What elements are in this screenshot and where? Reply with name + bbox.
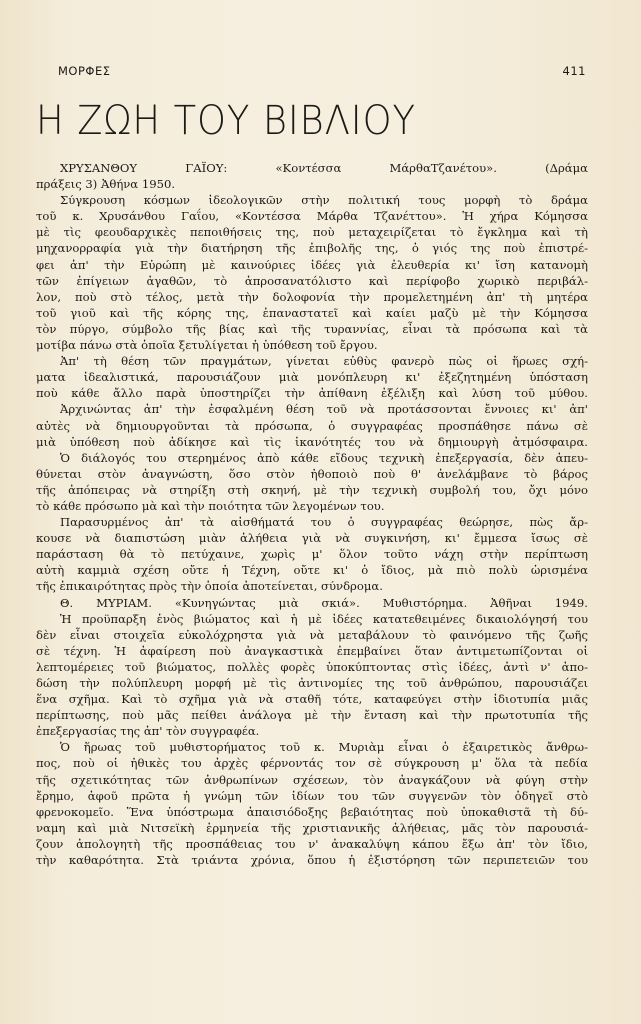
text-line: μοτίβα πάνω στὰ ὁποῖα ξετυλίγεται ἡ ὑπόθεση τοῦ ἔργου. <box>36 338 378 353</box>
text-line: αὐτὴ καμμιὰ σχέση οὔτε ἡ Τέχνη, οὔτε κι' ὁ ἴδιος, μὰ πιὸ πολὺ ὡρισμένα <box>36 563 588 578</box>
text-line: τοῦ γιοῦ καὶ τῆς κόρης της, ἐπαναστατεῖ καὶ καίει μαζὺ μὲ τὴν Κόμησσα <box>36 305 588 320</box>
text-line: σὲ τέχνη. Ἡ ἀφαίρεση ποὺ ἀναγκαστικὰ ἐπεμβαίνει ὅταν ἀντιμετωπίζονται οἱ <box>36 643 588 658</box>
journal-name: ΜΟΡΦΕΣ <box>58 64 111 78</box>
text-line: θύνεται στὸν ἀναγνώστη, ὅσο στὸν ἠθοποιὸ ποὺ θ' ἀνελάμβανε τὸ βάρος <box>36 466 588 481</box>
text-line: ναμη καὶ μιὰ Νιτσεϊκὴ ἑρμηνεία τῆς χριστιανικῆς ἀλήθειας, μᾶς τὸν παρουσιά- <box>36 820 588 835</box>
text-line: λεπτομέρειες τοῦ βιώματος, πολλὲς φορὲς ὑποκύπτοντας στὶς ἰδέες, ἀντὶ ν' ἀπο- <box>36 659 588 674</box>
text-line: πράξεις 3) Ἀθήνα 1950. <box>36 177 176 192</box>
text-line: μὲ τὶς φεουδαρχικὲς πεποιθήσεις της, ποὺ μεταχειρίζεται τὸ ἔγκλημα καὶ τὴ <box>36 225 588 240</box>
text-line: τὸ κάθε πρόσωπο μὰ καὶ τὴν ποιότητα τῶν λεγομένων του. <box>36 498 385 513</box>
text-line: Σύγκρουση κόσμων ἰδεολογικῶν στὴν πολιτική τους μορφὴ τὸ δράμα <box>60 193 588 208</box>
text-line: περίπτωσης, ποὺ μᾶς πείθει ἀνάλογα μὲ τὴν ἔνταση καὶ τὴν πρωτοτυπία τῆς <box>36 708 588 723</box>
text-line: ἔρημο, ἀφοῦ πρῶτα ἡ γνώμη τῶν ἰδίων του τῶν συγγενῶν τὸν ὁδηγεῖ στὸ <box>36 788 588 803</box>
text-line: μηχανορραφία γιὰ τὴν διατήρηση τῆς ἐπιβολῆς της, ὁ γιός της ποὺ ἐπιστρέ- <box>36 241 588 256</box>
text-line: Θ. ΜΥΡΙΑΜ. «Κυνηγώντας μιὰ σκιά». Μυθιστόρημα. Ἀθῆναι 1949. <box>60 595 588 610</box>
text-line: ΧΡΥΣΑΝΘΟΥ ΓΑΪΟΥ: «Κοντέσσα ΜάρθαΤζανέτου». (Δράμα <box>60 161 588 175</box>
text-line: Ὁ διάλογός του στερημένος ἀπὸ κάθε εἴδους τεχνικὴ ἐπεξεργασία, δὲν ἀπευ- <box>60 450 588 465</box>
text-line: Ἀρχινώντας ἀπ' τὴν ἐσφαλμένη θέση τοῦ νὰ προτάσσονται ἔννοιες κι' ἀπ' <box>60 402 588 417</box>
page-number: 411 <box>562 64 586 78</box>
section-title: Η ΖΩΗ ΤΟΥ ΒΙΒΛΙΟΥ <box>36 98 416 144</box>
text-line: τῆς ἐπικαιρότητας πρὸς τὴν ὁποία ἀποτείνεται, σύνδρομα. <box>36 579 383 594</box>
text-line: δὲν εἶναι στοιχεῖα εὐκολόχρηστα γιὰ νὰ μεταβάλουν τὸ φαινόμενο τῆς ζωῆς <box>36 627 588 642</box>
review-body <box>36 160 588 868</box>
text-line: λον, ποὺ στὸ τέλος, μετὰ τὴν δολοφονία τὴν προμελετημένη ἀπ' τὴ μητέρα <box>36 289 588 304</box>
text-line: ζουν ἀπολογητὴ τῆς προσπάθειας του ν' ἀνακαλύψη κάπου ἔξω ἀπ' τὸν ἴδιο, <box>36 836 588 851</box>
text-line: Ὁ ἥρωας τοῦ μυθιστορήματος τοῦ κ. Μυριὰμ εἶναι ὁ ἐξαιρετικὸς ἄνθρω- <box>60 740 588 755</box>
running-head <box>58 64 586 78</box>
text-line: Παρασυρμένος ἀπ' τὰ αἰσθήματά του ὁ συγγραφέας θεώρησε, πὼς ἄρ- <box>60 515 588 530</box>
text-line: ποὺ κάθε ἄλλο παρὰ ὑποστηρίζει τὴν ἀπίθανη ἐξέλιξη καὶ λύση τοῦ μύθου. <box>36 386 588 401</box>
text-line: φρενοκομεῖο. Ἕνα ὑπόστρωμα ἀπαισιόδοξης βεβαιότητας ποὺ ὑποκαθιστᾶ τὴ δύ- <box>36 804 588 819</box>
text-line: τὸν πύργο, σύμβολο τῆς βίας καὶ τῆς τυραννίας, εἶναι τὰ πρόσωπα καὶ τὰ <box>36 321 588 336</box>
text-line: ματα ἰδεαλιστικά, παρουσιάζουν μιὰ μονόπλευρη κι' ἐξεζητημένη ὑπόσταση <box>36 370 588 385</box>
text-line: φει ἀπ' τὴν Εὐρώπη μὲ καινούριες ἰδέες γιὰ ἐλευθερία κι' ἴση κατανομὴ <box>36 257 588 272</box>
text-line: τὴν καθαρότητα. Στὰ τριάντα χρόνια, ὅπου ἡ ἐξιστόρηση τῶν περιπετειῶν του <box>36 853 588 868</box>
text-line: κουσε νὰ διαπιστώση μιὰν ἀλήθεια γιὰ νὰ συγκινήση, κι' ἔμμεσα ἴσως σὲ <box>36 531 588 546</box>
text-line: ἕνα σχῆμα. Καὶ τὸ σχῆμα γιὰ νὰ σταθῆ τότε, καταφεύγει στὴν ἰδιοτυπία μιᾶς <box>36 692 588 707</box>
text-line: Ἡ προϋπαρξη ἑνὸς βιώματος καὶ ἡ μὲ ἰδέες κατατεθειμένες δικαιολόγησή του <box>60 611 588 626</box>
text-line: παράσταση θὰ τὸ πετύχαινε, χωρὶς μ' ὅλον τοῦτο νάχη στὴν περίπτωση <box>36 547 588 562</box>
text-line: πος, ποὺ οἱ ἠθικὲς του ἀρχὲς φέρνοντάς τον σὲ σύγκρουση μ' ὅλα τὰ πεδία <box>36 756 588 771</box>
text-line: τοῦ κ. Χρυσάνθου Γαΐου, «Κοντέσσα Μάρθα Τζανέττου». Ἡ χήρα Κόμησσα <box>36 209 588 224</box>
text-line: αὐτὲς νὰ δημιουργοῦνται τὰ πρόσωπα, ὁ συγγραφέας προσπάθησε πάνω σὲ <box>36 418 588 433</box>
text-line: τῆς σχετικότητας τῶν ἀνθρωπίνων σχέσεων, τὸν ἀναγκάζουν νὰ φύγη στὴν <box>36 772 588 787</box>
text-line: Ἀπ' τὴ θέση τῶν πραγμάτων, γίνεται εὐθὺς φανερὸ πὼς οἱ ἥρωες σχή- <box>60 354 588 369</box>
text-line: μιὰ ὑπόθεση ποὺ ἀδίκησε καὶ τὶς ἱκανότητές του νὰ δημιουργὴ ἀτμόσφαιρα. <box>36 434 588 449</box>
text-line: δώση τὴν πολύπλευρη μορφή μὲ τὶς ἀντινομίες της τοῦ ἀνθρώπου, παρουσιάζει <box>36 676 588 690</box>
text-line: τῆς ἀπόπειρας νὰ στηρίξη στὴ σκηνή, μὲ τὴν τεχνικὴ συμβολή του, ὄχι μόνο <box>36 482 588 497</box>
text-line: τῶν ἐπίγειων ἀγαθῶν, τὸ ἀπροσανατόλιστο καὶ περίφοβο χωρικὸ περιβάλ- <box>36 273 588 288</box>
text-line: ἐπεξεργασίας της ἀπ' τὸν συγγραφέα. <box>36 724 260 739</box>
